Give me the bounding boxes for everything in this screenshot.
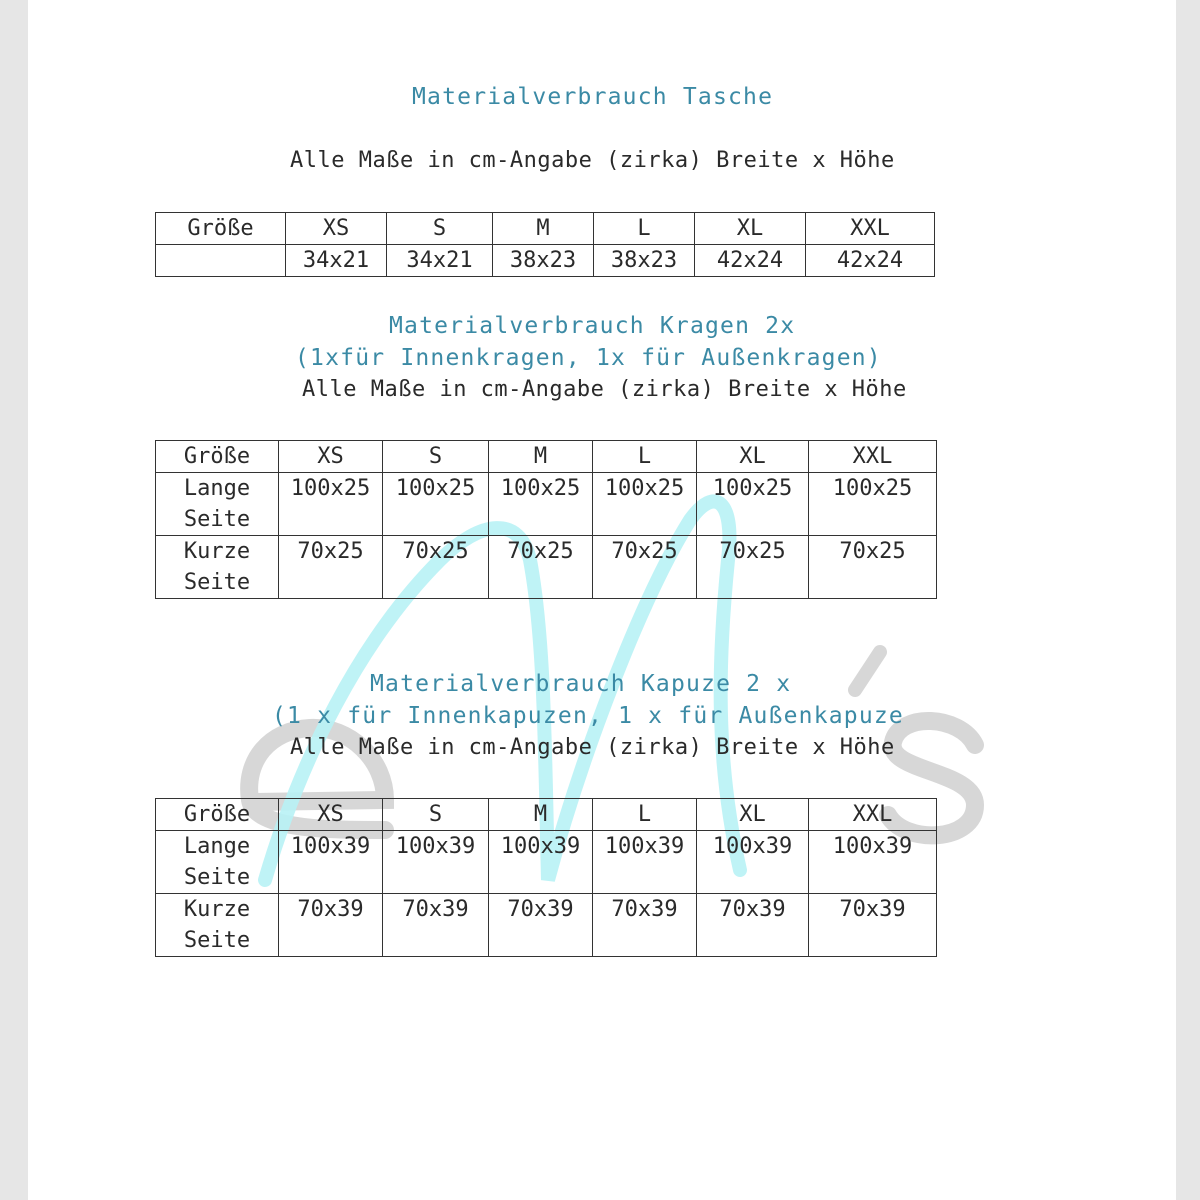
row-label <box>156 473 279 536</box>
section-title: Materialverbrauch Kapuze 2 x <box>370 671 792 697</box>
row-label-line: Seite <box>183 928 251 953</box>
table-cell: 100x39 <box>809 831 937 894</box>
table-cell: 100x39 <box>489 831 593 894</box>
table-cell: 100x39 <box>593 831 697 894</box>
table-cell: XXL <box>809 441 937 473</box>
table-cell: 70x25 <box>593 536 697 599</box>
table-cell: 70x25 <box>809 536 937 599</box>
table-row <box>156 245 935 277</box>
table-cell: XXL <box>806 213 935 245</box>
size-table <box>155 440 937 599</box>
table-cell: L <box>594 213 695 245</box>
table-cell: 100x39 <box>383 831 489 894</box>
table-cell <box>156 245 286 277</box>
size-table <box>155 798 937 957</box>
row-label <box>156 536 279 599</box>
row-label-line: Lange <box>183 476 251 501</box>
table-cell: 100x25 <box>383 473 489 536</box>
table-cell: S <box>383 799 489 831</box>
row-label-line: Kurze <box>183 539 251 564</box>
section-title: Materialverbrauch Tasche <box>412 84 774 110</box>
table-cell: 70x25 <box>279 536 383 599</box>
row-label <box>156 831 279 894</box>
table-cell: XS <box>279 441 383 473</box>
table-cell: 70x39 <box>383 894 489 957</box>
table-cell: 34x21 <box>387 245 493 277</box>
table-cell: 70x39 <box>809 894 937 957</box>
table-cell: 38x23 <box>594 245 695 277</box>
row-label-line: Lange <box>183 834 251 859</box>
table-row <box>156 831 937 894</box>
section-subtitle: Alle Maße in cm-Angabe (zirka) Breite x Höhe <box>290 735 895 760</box>
row-label-line: Kurze <box>183 897 251 922</box>
table-cell: L <box>593 799 697 831</box>
document-page <box>28 0 1176 1200</box>
table-cell: S <box>387 213 493 245</box>
table-cell: 70x39 <box>279 894 383 957</box>
section-title-line2: (1 x für Innenkapuzen, 1 x für Außenkapuze <box>272 703 904 729</box>
table-cell: S <box>383 441 489 473</box>
table-cell: 70x39 <box>593 894 697 957</box>
row-label <box>156 894 279 957</box>
table-row <box>156 536 937 599</box>
table-cell: 100x39 <box>279 831 383 894</box>
table-cell: 70x25 <box>489 536 593 599</box>
table-cell: 70x39 <box>489 894 593 957</box>
table-row <box>156 894 937 957</box>
table-cell: 70x39 <box>697 894 809 957</box>
table-cell: 70x25 <box>383 536 489 599</box>
table-cell: 42x24 <box>806 245 935 277</box>
table-cell: 100x39 <box>697 831 809 894</box>
table-cell: M <box>489 441 593 473</box>
table-cell: 34x21 <box>286 245 387 277</box>
row-label-line: Seite <box>183 507 251 532</box>
table-cell: XL <box>697 441 809 473</box>
section-subtitle: Alle Maße in cm-Angabe (zirka) Breite x Höhe <box>302 377 907 402</box>
table-cell: 42x24 <box>695 245 806 277</box>
table-cell: Größe <box>156 799 279 831</box>
table-cell: 100x25 <box>279 473 383 536</box>
section-subtitle: Alle Maße in cm-Angabe (zirka) Breite x Höhe <box>290 148 895 173</box>
section-title-line2: (1xfür Innenkragen, 1x für Außenkragen) <box>295 345 882 371</box>
table-cell: Größe <box>156 441 279 473</box>
row-label-line: Seite <box>183 865 251 890</box>
table-cell: XL <box>697 799 809 831</box>
table-cell: Größe <box>156 213 286 245</box>
size-table <box>155 212 935 277</box>
table-cell: XL <box>695 213 806 245</box>
table-cell: 70x25 <box>697 536 809 599</box>
table-cell: 38x23 <box>493 245 594 277</box>
section-title: Materialverbrauch Kragen 2x <box>389 313 796 339</box>
table-header-row <box>156 799 937 831</box>
table-cell: XXL <box>809 799 937 831</box>
table-header-row <box>156 441 937 473</box>
table-cell: 100x25 <box>697 473 809 536</box>
table-cell: L <box>593 441 697 473</box>
table-cell: XS <box>286 213 387 245</box>
table-header-row <box>156 213 935 245</box>
table-cell: 100x25 <box>809 473 937 536</box>
table-cell: 100x25 <box>489 473 593 536</box>
table-cell: XS <box>279 799 383 831</box>
table-row <box>156 473 937 536</box>
table-cell: M <box>489 799 593 831</box>
row-label-line: Seite <box>183 570 251 595</box>
table-cell: M <box>493 213 594 245</box>
table-cell: 100x25 <box>593 473 697 536</box>
